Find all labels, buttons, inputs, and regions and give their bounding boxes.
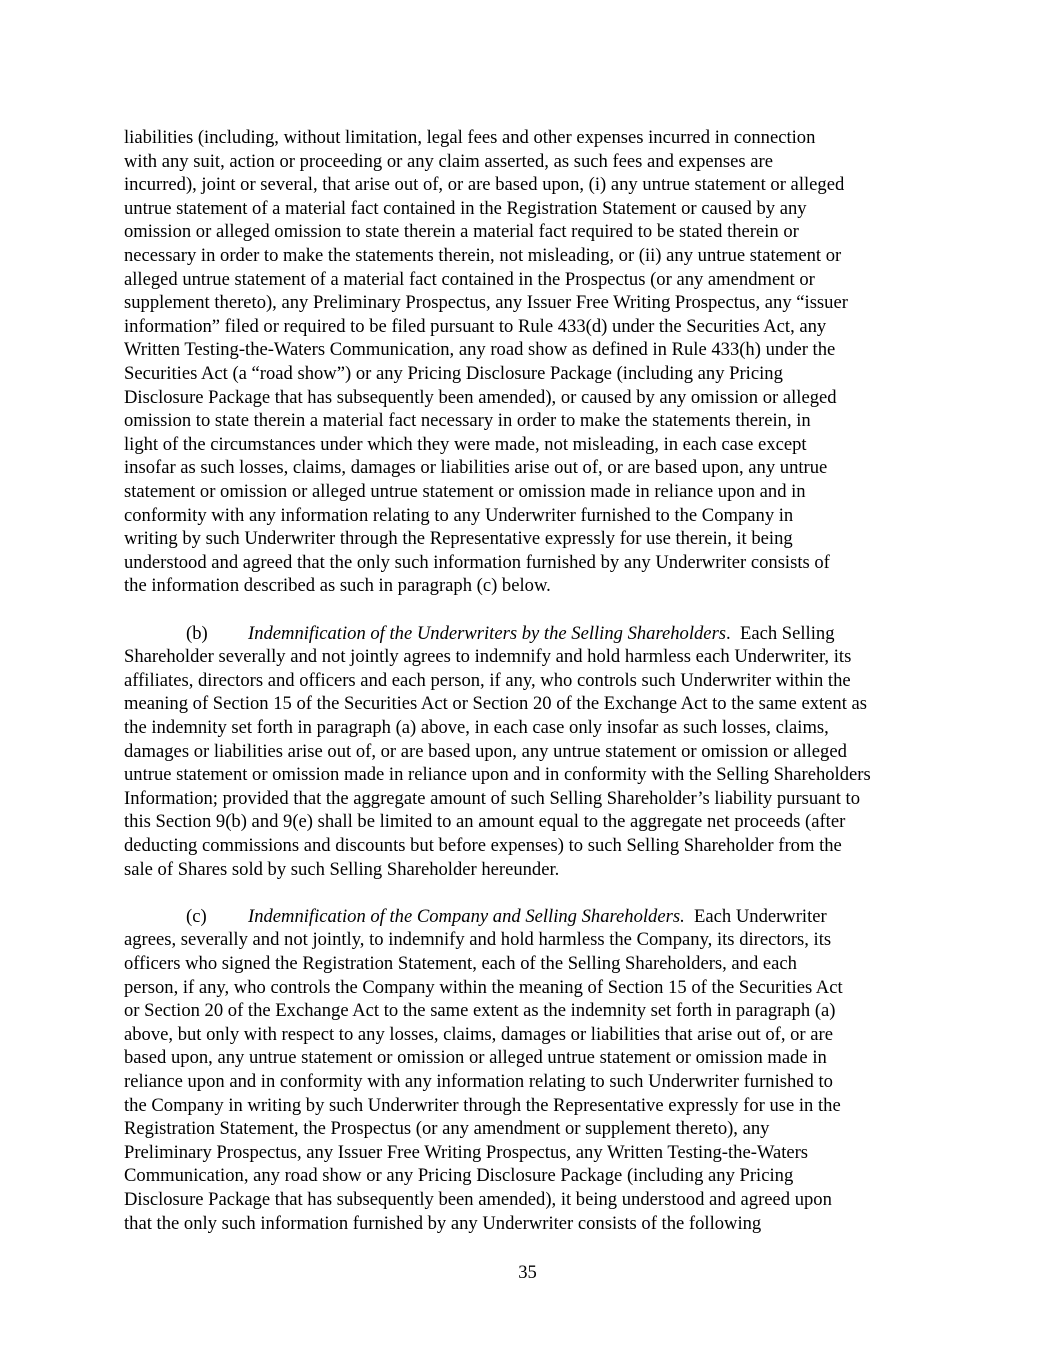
paragraph-a-line: statement or omission or alleged untrue statement or omission made in reliance upon and in	[124, 481, 806, 502]
paragraph-b-line: affiliates, directors and officers and each person, if any, who controls such Underwriter within the	[124, 669, 851, 691]
paragraph-b-heading: Indemnification of the Underwriters by the Selling Shareholders	[248, 622, 727, 644]
paragraph-c-line: reliance upon and in conformity with any information relating to such Underwriter furnished to	[124, 1071, 833, 1092]
paragraph-a-line: Disclosure Package that has subsequently been amended), or caused by any omission or alleged	[124, 386, 837, 408]
paragraph-b-line: meaning of Section 15 of the Securities Act or Section 20 of the Exchange Act to the same extent as	[124, 693, 868, 715]
paragraph-c-line: agrees, severally and not jointly, to indemnify and hold harmless the Company, its directors, its	[124, 929, 832, 951]
paragraph-a-line: supplement thereto), any Preliminary Prospectus, any Issuer Free Writing Prospectus, any “issuer	[124, 292, 848, 314]
paragraph-a-line: the information described as such in paragraph (c) below.	[124, 575, 551, 597]
paragraph-c-heading: Indemnification of the Company and Selling Shareholders.	[248, 905, 685, 927]
paragraph-c-marker: (c)	[186, 905, 207, 927]
paragraph-b-line: Information; provided that the aggregate amount of such Selling Shareholder’s liability pursuant to	[124, 787, 861, 809]
paragraph-b-line: deducting commissions and discounts but before expenses) to such Selling Shareholder from the	[124, 835, 842, 856]
paragraph-a-line: understood and agreed that the only such information furnished by any Underwriter consists of	[124, 551, 830, 573]
paragraph-a-line: Securities Act (a “road show”) or any Pricing Disclosure Package (including any Pricing	[124, 363, 783, 384]
paragraph-c-line: Communication, any road show or any Pricing Disclosure Package (including any Pricing	[124, 1165, 794, 1187]
paragraph-a-line: untrue statement of a material fact contained in the Registration Statement or caused by any	[124, 197, 807, 219]
paragraph-a-line: necessary in order to make the statements therein, not misleading, or (ii) any untrue statement or	[124, 245, 842, 266]
paragraph-a-line: incurred), joint or several, that arise out of, or are based upon, (i) any untrue statement or alleged	[124, 174, 845, 196]
paragraph-c-line: Disclosure Package that has subsequently been amended), it being understood and agreed upon	[124, 1189, 832, 1210]
paragraph-b-first-line-rest: . Each Selling	[726, 622, 835, 644]
paragraph-a-line: liabilities (including, without limitation, legal fees and other expenses incurred in connection	[124, 127, 816, 148]
paragraph-c-first-line	[124, 905, 827, 929]
paragraph-c-line: the Company in writing by such Underwriter through the Representative expressly for use in the	[124, 1094, 841, 1116]
paragraph-a-line: insofar as such losses, claims, damages or liabilities arise out of, or are based upon, any untrue	[124, 457, 828, 479]
paragraph-c-line: person, if any, who controls the Company within the meaning of Section 15 of the Securities Act	[124, 976, 843, 998]
paragraph-b-line: damages or liabilities arise out of, or are based upon, any untrue statement or omission or alleged	[124, 740, 847, 762]
paragraph-a-line: light of the circumstances under which they were made, not misleading, in each case except	[124, 433, 807, 455]
paragraph-c-line: based upon, any untrue statement or omission or alleged untrue statement or omission made in	[124, 1047, 827, 1069]
page-number: 35	[518, 1262, 537, 1283]
paragraph-a-line: with any suit, action or proceeding or any claim asserted, as such fees and expenses are	[124, 150, 774, 172]
paragraph-c-first-line-rest: Each Underwriter	[684, 905, 827, 927]
paragraph-c-line: officers who signed the Registration Statement, each of the Selling Shareholders, and each	[124, 953, 797, 974]
paragraph-c-line: or Section 20 of the Exchange Act to the same extent as the indemnity set forth in paragraph (a)	[124, 1000, 836, 1022]
paragraph-a-line: writing by such Underwriter through the Representative expressly for use therein, it being	[124, 528, 793, 550]
paragraph-c-line: Preliminary Prospectus, any Issuer Free Writing Prospectus, any Written Testing-the-Waters	[124, 1141, 809, 1163]
paragraph-a-line: omission or alleged omission to state therein a material fact required to be stated therein or	[124, 221, 799, 243]
paragraph-a-line: information” filed or required to be filed pursuant to Rule 433(d) under the Securities Act, any	[124, 315, 827, 337]
paragraph-c-line: above, but only with respect to any losses, claims, damages or liabilities that arise out of, or are	[124, 1023, 833, 1045]
paragraph-b-line: untrue statement or omission made in reliance upon and in conformity with the Selling Shareholders	[124, 764, 871, 786]
paragraph-b-marker: (b)	[186, 622, 208, 644]
paragraph-b-line: Shareholder severally and not jointly agrees to indemnify and hold harmless each Underwriter, its	[124, 646, 852, 668]
paragraph-b-first-line	[124, 622, 835, 646]
paragraph-a-line: conformity with any information relating to any Underwriter furnished to the Company in	[124, 504, 794, 526]
paragraph-b-line: the indemnity set forth in paragraph (a) above, in each case only insofar as such losses, claims,	[124, 717, 829, 738]
paragraph-a-line: omission to state therein a material fact necessary in order to make the statements therein, in	[124, 410, 811, 432]
paragraph-b-line: this Section 9(b) and 9(e) shall be limited to an amount equal to the aggregate net proceeds (after	[124, 811, 846, 833]
paragraph-c-line: Registration Statement, the Prospectus (or any amendment or supplement thereto), any	[124, 1118, 770, 1140]
paragraph-a-line: Written Testing-the-Waters Communication, any road show as defined in Rule 433(h) under the	[124, 339, 836, 361]
paragraph-c-line: that the only such information furnished by any Underwriter consists of the following	[124, 1212, 762, 1234]
paragraph-b-line: sale of Shares sold by such Selling Shareholder hereunder.	[124, 858, 560, 880]
paragraph-a-line: alleged untrue statement of a material fact contained in the Prospectus (or any amendment or	[124, 268, 815, 290]
